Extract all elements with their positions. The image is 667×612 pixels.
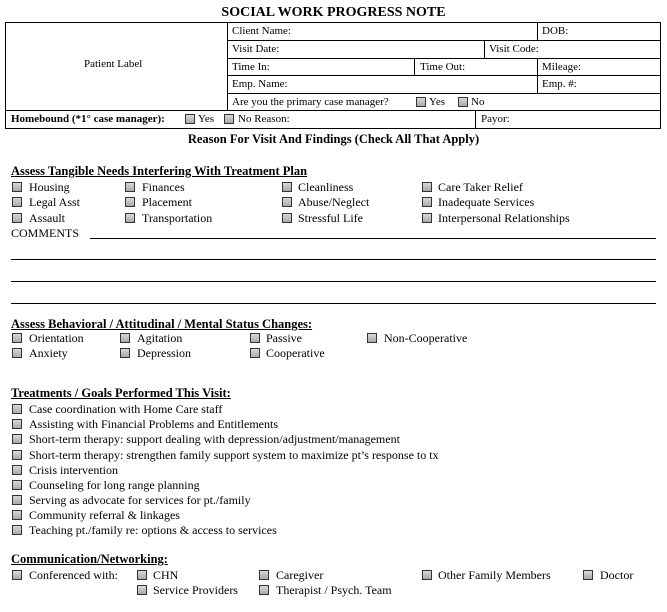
treatments-heading: Treatments / Goals Performed This Visit: bbox=[11, 386, 231, 400]
conferenced-with-checkbox[interactable] bbox=[12, 570, 22, 580]
treatment-label: Crisis intervention bbox=[29, 463, 118, 477]
non-cooperative-checkbox[interactable] bbox=[367, 333, 377, 343]
treatment-label: Teaching pt./family re: options & access to services bbox=[29, 523, 277, 537]
treatment-checkbox[interactable] bbox=[12, 495, 22, 505]
treatment-checkbox[interactable] bbox=[12, 465, 22, 475]
transportation-label: Transportation bbox=[142, 211, 213, 225]
therapist-psych-team-label: Therapist / Psych. Team bbox=[276, 583, 392, 597]
reason-heading: Reason For Visit And Findings (Check All That Apply) bbox=[187, 132, 480, 146]
service-providers-checkbox[interactable] bbox=[137, 585, 147, 595]
emp-number-field[interactable]: Emp. #: bbox=[542, 78, 577, 90]
agitation-label: Agitation bbox=[137, 331, 183, 345]
primary-cm-yes-checkbox[interactable] bbox=[416, 97, 426, 107]
treatment-label: Community referral & linkages bbox=[29, 508, 180, 522]
form-title: SOCIAL WORK PROGRESS NOTE bbox=[221, 5, 446, 20]
homebound-no-reason-field[interactable]: No Reason: bbox=[238, 113, 290, 125]
mileage-field[interactable]: Mileage: bbox=[542, 61, 582, 73]
other-family-members-label: Other Family Members bbox=[438, 568, 551, 582]
primary-cm-no-label: No bbox=[471, 96, 485, 108]
legal-asst-label: Legal Asst bbox=[29, 195, 80, 209]
legal-asst-checkbox[interactable] bbox=[12, 197, 22, 207]
dob-field[interactable]: DOB: bbox=[542, 25, 569, 37]
patient-label: Patient Label bbox=[84, 58, 143, 70]
finances-checkbox[interactable] bbox=[125, 182, 135, 192]
therapist-psych-team-checkbox[interactable] bbox=[259, 585, 269, 595]
anxiety-checkbox[interactable] bbox=[12, 348, 22, 358]
visit-date-field[interactable]: Visit Date: bbox=[232, 43, 280, 55]
treatment-label: Short-term therapy: strengthen family support system to maximize pt’s response to tx bbox=[29, 448, 439, 462]
homebound-label: Homebound (*1° case manager): bbox=[11, 113, 165, 125]
orientation-label: Orientation bbox=[29, 331, 84, 345]
anxiety-label: Anxiety bbox=[29, 346, 68, 360]
other-family-members-checkbox[interactable] bbox=[422, 570, 432, 580]
visit-code-field[interactable]: Visit Code: bbox=[489, 43, 539, 55]
cooperative-checkbox[interactable] bbox=[250, 348, 260, 358]
conferenced-with-label: Conferenced with: bbox=[29, 568, 118, 582]
treatment-label: Short-term therapy: support dealing with depression/adjustment/management bbox=[29, 432, 400, 446]
care-taker-relief-label: Care Taker Relief bbox=[438, 180, 523, 194]
treatment-checkbox[interactable] bbox=[12, 450, 22, 460]
client-name-field[interactable]: Client Name: bbox=[232, 25, 291, 37]
interpersonal-relationships-label: Interpersonal Relationships bbox=[438, 211, 570, 225]
housing-checkbox[interactable] bbox=[12, 182, 22, 192]
treatment-checkbox[interactable] bbox=[12, 510, 22, 520]
care-taker-relief-checkbox[interactable] bbox=[422, 182, 432, 192]
treatment-checkbox[interactable] bbox=[12, 434, 22, 444]
treatment-checkbox[interactable] bbox=[12, 419, 22, 429]
time-out-field[interactable]: Time Out: bbox=[420, 61, 466, 73]
abuse-neglect-checkbox[interactable] bbox=[282, 197, 292, 207]
depression-label: Depression bbox=[137, 346, 191, 360]
inadequate-services-label: Inadequate Services bbox=[438, 195, 535, 209]
tangible-needs-heading: Assess Tangible Needs Interfering With Treatment Plan bbox=[11, 164, 308, 178]
homebound-yes-checkbox[interactable] bbox=[185, 114, 195, 124]
homebound-yes-label: Yes bbox=[198, 113, 215, 125]
cleanliness-checkbox[interactable] bbox=[282, 182, 292, 192]
cooperative-label: Cooperative bbox=[266, 346, 325, 360]
chn-label: CHN bbox=[153, 568, 179, 582]
inadequate-services-checkbox[interactable] bbox=[422, 197, 432, 207]
service-providers-label: Service Providers bbox=[153, 583, 238, 597]
agitation-checkbox[interactable] bbox=[120, 333, 130, 343]
treatment-checkbox[interactable] bbox=[12, 525, 22, 535]
treatment-checkbox[interactable] bbox=[12, 404, 22, 414]
treatment-checkbox[interactable] bbox=[12, 480, 22, 490]
transportation-checkbox[interactable] bbox=[125, 213, 135, 223]
comments-label: COMMENTS bbox=[11, 226, 80, 240]
emp-name-field[interactable]: Emp. Name: bbox=[232, 78, 288, 90]
primary-cm-no-checkbox[interactable] bbox=[458, 97, 468, 107]
cleanliness-label: Cleanliness bbox=[298, 180, 354, 194]
passive-label: Passive bbox=[266, 331, 302, 345]
chn-checkbox[interactable] bbox=[137, 570, 147, 580]
passive-checkbox[interactable] bbox=[250, 333, 260, 343]
orientation-checkbox[interactable] bbox=[12, 333, 22, 343]
primary-cm-yes-label: Yes bbox=[429, 96, 446, 108]
placement-label: Placement bbox=[142, 195, 192, 209]
homebound-no-checkbox[interactable] bbox=[224, 114, 234, 124]
finances-label: Finances bbox=[142, 180, 185, 194]
treatment-label: Serving as advocate for services for pt./family bbox=[29, 493, 251, 507]
doctor-checkbox[interactable] bbox=[583, 570, 593, 580]
stressful-life-label: Stressful Life bbox=[298, 211, 363, 225]
non-cooperative-label: Non-Cooperative bbox=[384, 331, 468, 345]
stressful-life-checkbox[interactable] bbox=[282, 213, 292, 223]
assault-checkbox[interactable] bbox=[12, 213, 22, 223]
treatment-label: Case coordination with Home Care staff bbox=[29, 402, 223, 416]
behavioral-heading: Assess Behavioral / Attitudinal / Mental Status Changes: bbox=[11, 317, 313, 331]
placement-checkbox[interactable] bbox=[125, 197, 135, 207]
primary-case-manager-question: Are you the primary case manager? bbox=[232, 96, 389, 108]
caregiver-label: Caregiver bbox=[276, 568, 324, 582]
payor-field[interactable]: Payor: bbox=[481, 113, 510, 125]
housing-label: Housing bbox=[29, 180, 70, 194]
treatment-label: Counseling for long range planning bbox=[29, 478, 200, 492]
caregiver-checkbox[interactable] bbox=[259, 570, 269, 580]
assault-label: Assault bbox=[29, 211, 65, 225]
time-in-field[interactable]: Time In: bbox=[232, 61, 270, 73]
abuse-neglect-label: Abuse/Neglect bbox=[298, 195, 370, 209]
depression-checkbox[interactable] bbox=[120, 348, 130, 358]
treatment-label: Assisting with Financial Problems and Entitlements bbox=[29, 417, 278, 431]
communication-heading: Communication/Networking: bbox=[11, 552, 168, 566]
doctor-label: Doctor bbox=[600, 568, 634, 582]
interpersonal-relationships-checkbox[interactable] bbox=[422, 213, 432, 223]
